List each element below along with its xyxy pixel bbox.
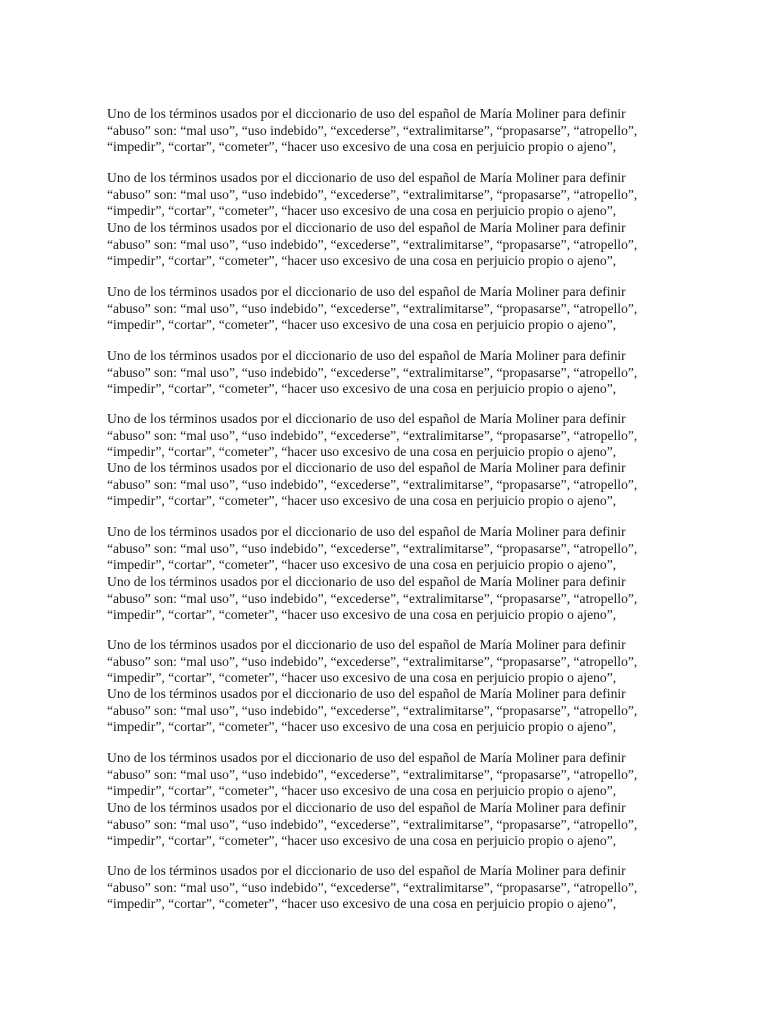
text-line: “abuso” son: “mal uso”, “uso indebido”, “excederse”, “extralimitarse”, “propasarse”, “atropello”,	[107, 236, 638, 252]
text-line: “impedir”, “cortar”, “cometer”, “hacer uso excesivo de una cosa en perjuicio propio o ajeno”,	[107, 493, 617, 508]
text-line: “abuso” son: “mal uso”, “uso indebido”, “excederse”, “extralimitarse”, “propasarse”, “atropello”,	[107, 300, 638, 316]
text-line: Uno de los términos usados por el diccionario de uso del español de María Moliner para definir	[107, 686, 626, 701]
text-line: Uno de los términos usados por el diccionario de uso del español de María Moliner para definir	[107, 348, 626, 363]
paragraph	[107, 106, 707, 156]
text-line: “abuso” son: “mal uso”, “uso indebido”, “excederse”, “extralimitarse”, “propasarse”, “atropello”,	[107, 186, 638, 202]
text-line: “abuso” son: “mal uso”, “uso indebido”, “excederse”, “extralimitarse”, “propasarse”, “atropello”,	[107, 766, 638, 782]
text-line: “abuso” son: “mal uso”, “uso indebido”, “excederse”, “extralimitarse”, “propasarse”, “atropello”,	[107, 702, 638, 718]
paragraph	[107, 863, 707, 913]
paragraph	[107, 800, 707, 850]
text-line: “abuso” son: “mal uso”, “uso indebido”, “excederse”, “extralimitarse”, “propasarse”, “atropello”,	[107, 540, 638, 556]
text-line: “impedir”, “cortar”, “cometer”, “hacer uso excesivo de una cosa en perjuicio propio o ajeno”,	[107, 203, 617, 218]
text-line: “impedir”, “cortar”, “cometer”, “hacer uso excesivo de una cosa en perjuicio propio o ajeno”,	[107, 783, 617, 798]
paragraph	[107, 686, 707, 736]
paragraph	[107, 411, 707, 461]
text-line: “abuso” son: “mal uso”, “uso indebido”, “excederse”, “extralimitarse”, “propasarse”, “atropello”,	[107, 122, 638, 138]
text-line: “abuso” son: “mal uso”, “uso indebido”, “excederse”, “extralimitarse”, “propasarse”, “atropello”,	[107, 364, 638, 380]
text-line: Uno de los términos usados por el diccionario de uso del español de María Moliner para definir	[107, 863, 626, 878]
text-line: “abuso” son: “mal uso”, “uso indebido”, “excederse”, “extralimitarse”, “propasarse”, “atropello”,	[107, 816, 638, 832]
text-line: Uno de los términos usados por el diccionario de uso del español de María Moliner para definir	[107, 800, 626, 815]
paragraph	[107, 574, 707, 624]
text-line: “impedir”, “cortar”, “cometer”, “hacer uso excesivo de una cosa en perjuicio propio o ajeno”,	[107, 896, 617, 911]
text-line: “abuso” son: “mal uso”, “uso indebido”, “excederse”, “extralimitarse”, “propasarse”, “atropello”,	[107, 653, 638, 669]
text-line: Uno de los términos usados por el diccionario de uso del español de María Moliner para definir	[107, 106, 626, 121]
text-line: Uno de los términos usados por el diccionario de uso del español de María Moliner para definir	[107, 170, 626, 185]
text-line: “impedir”, “cortar”, “cometer”, “hacer uso excesivo de una cosa en perjuicio propio o ajeno”,	[107, 381, 617, 396]
text-line: Uno de los términos usados por el diccionario de uso del español de María Moliner para definir	[107, 460, 626, 475]
text-line: Uno de los términos usados por el diccionario de uso del español de María Moliner para definir	[107, 524, 626, 539]
paragraph	[107, 460, 707, 510]
paragraph	[107, 524, 707, 574]
text-line: Uno de los términos usados por el diccionario de uso del español de María Moliner para definir	[107, 411, 626, 426]
text-line: Uno de los términos usados por el diccionario de uso del español de María Moliner para definir	[107, 750, 626, 765]
text-line: Uno de los términos usados por el diccionario de uso del español de María Moliner para definir	[107, 220, 626, 235]
text-line: “abuso” son: “mal uso”, “uso indebido”, “excederse”, “extralimitarse”, “propasarse”, “atropello”,	[107, 427, 638, 443]
text-line: “abuso” son: “mal uso”, “uso indebido”, “excederse”, “extralimitarse”, “propasarse”, “atropello”,	[107, 590, 638, 606]
paragraph	[107, 284, 707, 334]
paragraph	[107, 348, 707, 398]
text-line: “impedir”, “cortar”, “cometer”, “hacer uso excesivo de una cosa en perjuicio propio o ajeno”,	[107, 557, 617, 572]
paragraph	[107, 170, 707, 220]
text-line: “impedir”, “cortar”, “cometer”, “hacer uso excesivo de una cosa en perjuicio propio o ajeno”,	[107, 444, 617, 459]
paragraph	[107, 637, 707, 687]
text-line: Uno de los términos usados por el diccionario de uso del español de María Moliner para definir	[107, 574, 626, 589]
text-line: “impedir”, “cortar”, “cometer”, “hacer uso excesivo de una cosa en perjuicio propio o ajeno”,	[107, 253, 617, 268]
text-line: Uno de los términos usados por el diccionario de uso del español de María Moliner para definir	[107, 637, 626, 652]
text-line: “impedir”, “cortar”, “cometer”, “hacer uso excesivo de una cosa en perjuicio propio o ajeno”,	[107, 139, 617, 154]
text-line: “impedir”, “cortar”, “cometer”, “hacer uso excesivo de una cosa en perjuicio propio o ajeno”,	[107, 607, 617, 622]
paragraph	[107, 750, 707, 800]
text-line: “impedir”, “cortar”, “cometer”, “hacer uso excesivo de una cosa en perjuicio propio o ajeno”,	[107, 833, 617, 848]
text-line: “abuso” son: “mal uso”, “uso indebido”, “excederse”, “extralimitarse”, “propasarse”, “atropello”,	[107, 879, 638, 895]
paragraph	[107, 220, 707, 270]
text-line: “abuso” son: “mal uso”, “uso indebido”, “excederse”, “extralimitarse”, “propasarse”, “atropello”,	[107, 476, 638, 492]
text-line: Uno de los términos usados por el diccionario de uso del español de María Moliner para definir	[107, 284, 626, 299]
text-line: “impedir”, “cortar”, “cometer”, “hacer uso excesivo de una cosa en perjuicio propio o ajeno”,	[107, 317, 617, 332]
text-line: “impedir”, “cortar”, “cometer”, “hacer uso excesivo de una cosa en perjuicio propio o ajeno”,	[107, 670, 617, 685]
text-line: “impedir”, “cortar”, “cometer”, “hacer uso excesivo de una cosa en perjuicio propio o ajeno”,	[107, 719, 617, 734]
